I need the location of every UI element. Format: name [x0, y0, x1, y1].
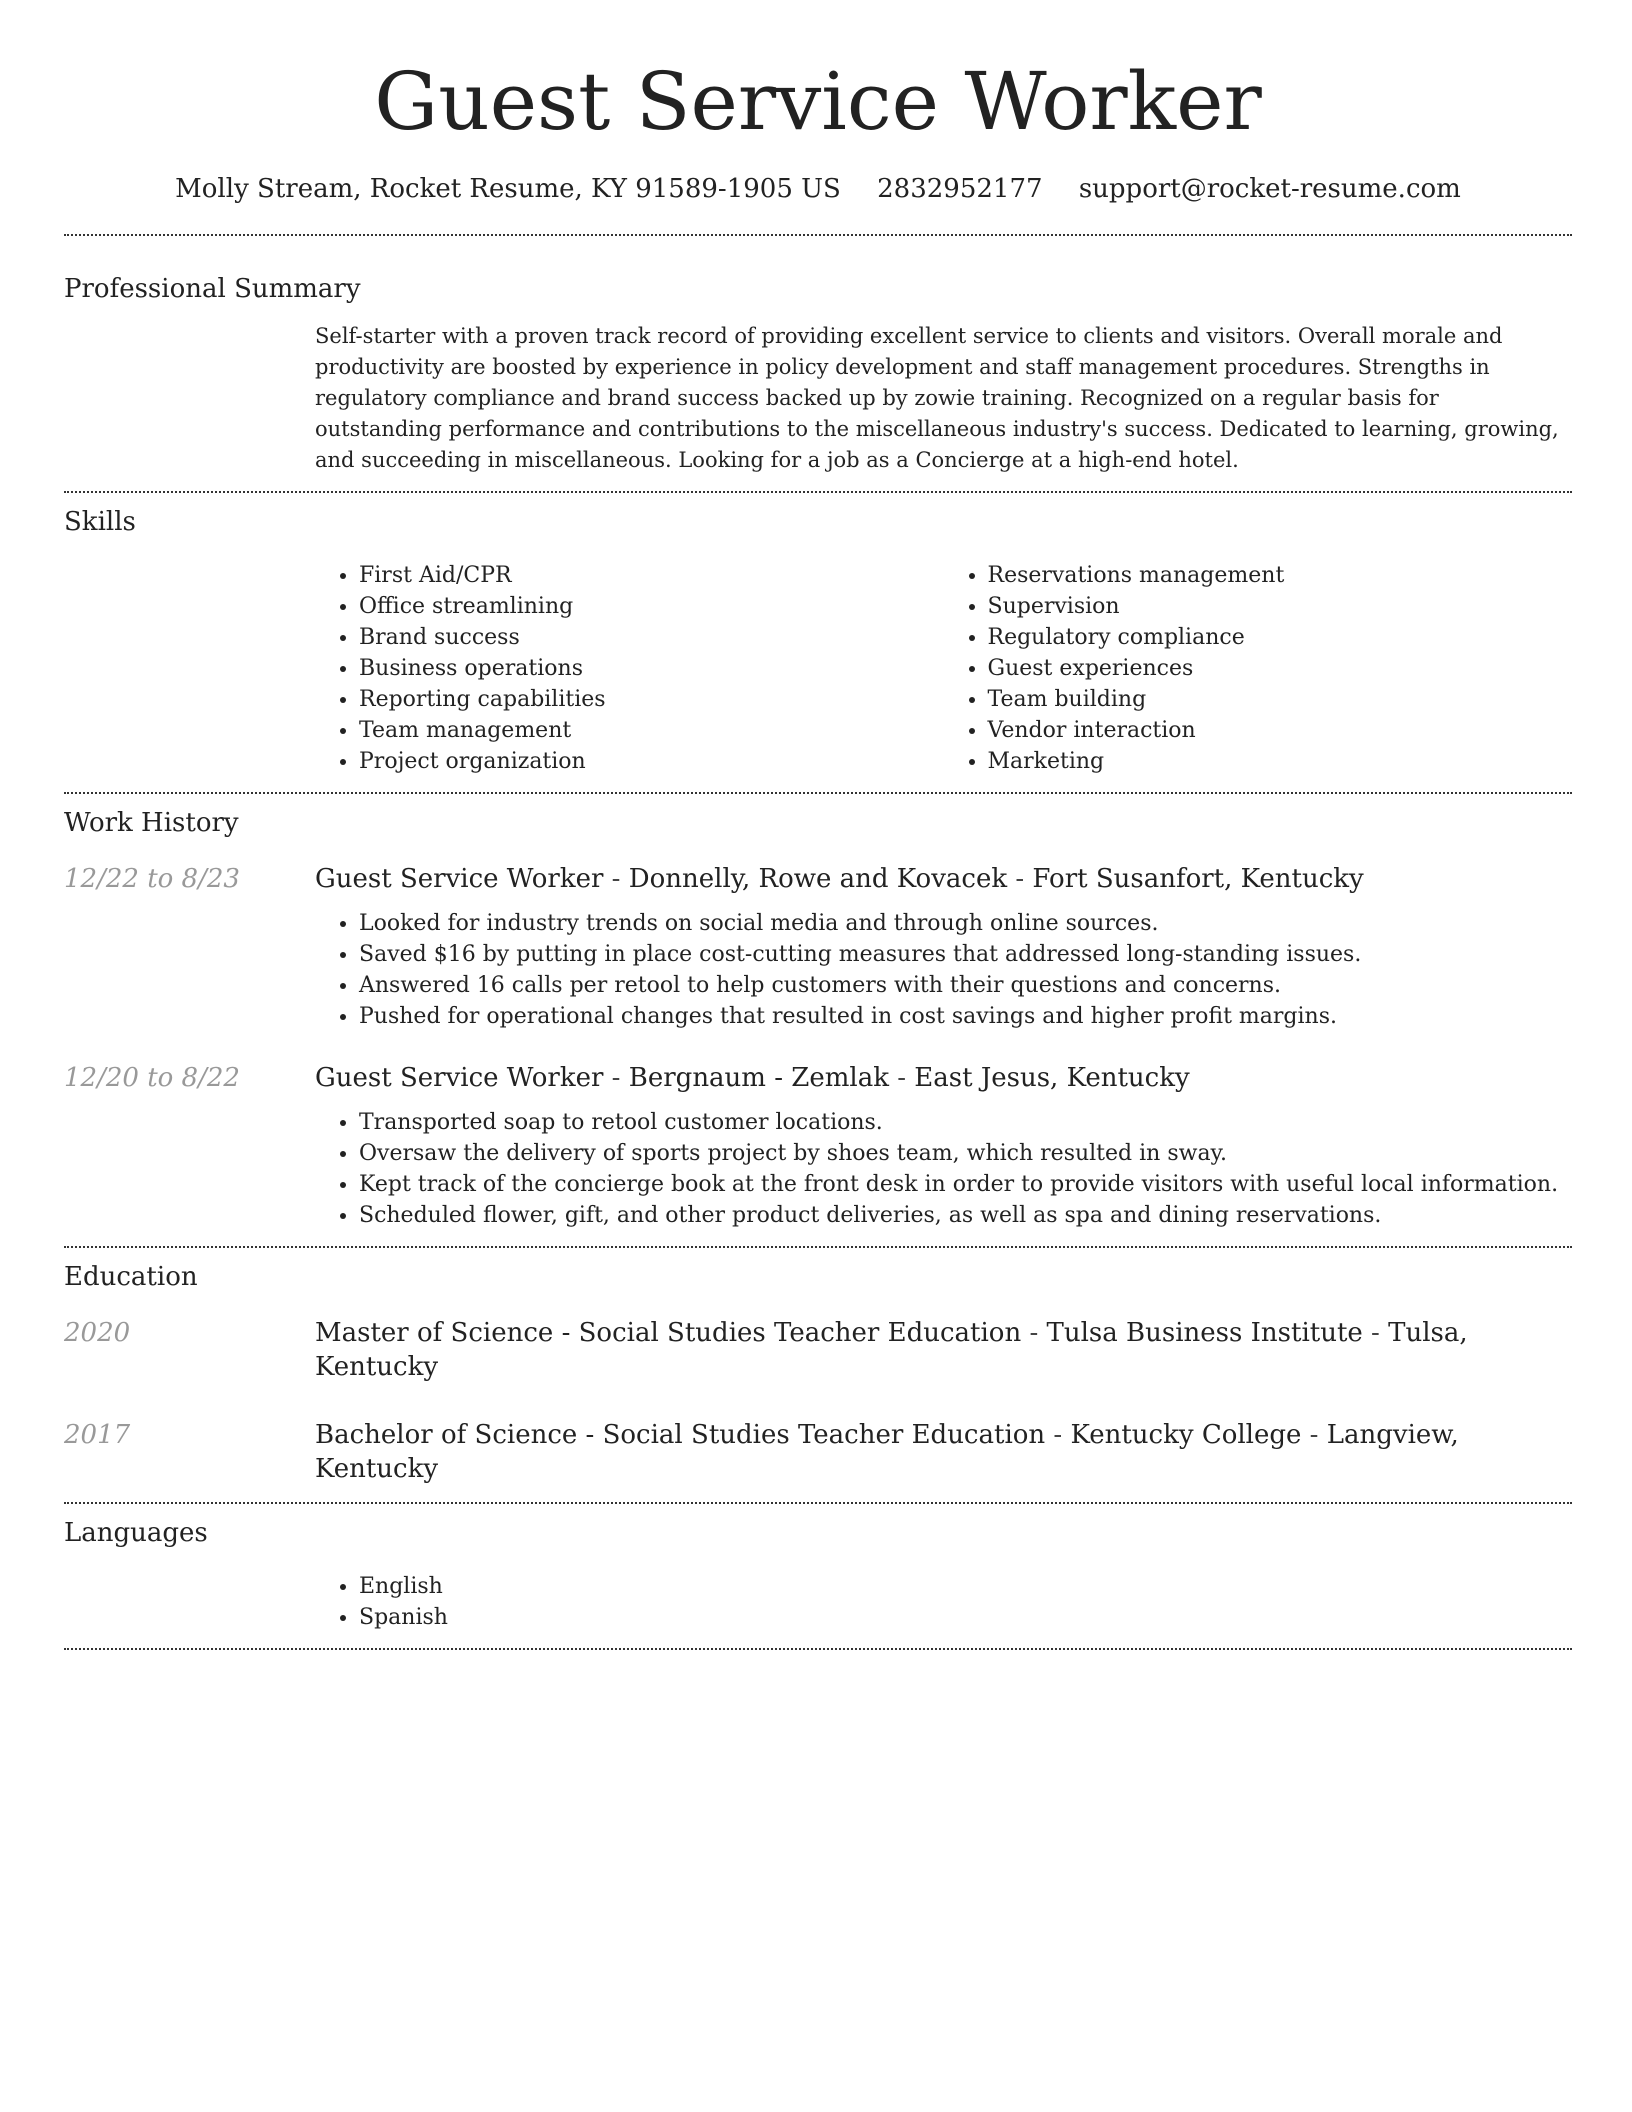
job-location: East Jesus, Kentucky — [914, 1063, 1190, 1093]
section-title-work: Work History — [64, 808, 239, 838]
job-bullet: • Saved $16 by putting in place cost-cutting measures that addressed long-standing issues. — [359, 939, 1572, 970]
job-title — [315, 862, 1364, 896]
education-year: 2017 — [64, 1420, 131, 1450]
job-dates: 12/20 to 8/22 — [64, 1063, 240, 1093]
contact-line — [64, 172, 1572, 206]
skill-item: • Office streamlining — [359, 591, 944, 622]
job-entry — [64, 862, 1572, 1032]
section-title-languages: Languages — [64, 1518, 208, 1548]
skill-item: • Project organization — [359, 746, 944, 777]
job-entry — [64, 1061, 1572, 1231]
job-bullets — [315, 908, 1572, 1032]
section-title-education: Education — [64, 1262, 198, 1292]
job-title — [315, 1061, 1190, 1095]
divider — [64, 1648, 1572, 1650]
contact-phone: 2832952177 — [877, 174, 1043, 204]
skills-list-left — [315, 560, 944, 777]
skill-item: • Reservations management — [988, 560, 1573, 591]
separator: - — [888, 1063, 915, 1093]
skill-item: • Business operations — [359, 653, 944, 684]
separator: - — [603, 1063, 629, 1093]
work-section — [64, 794, 1572, 1231]
education-year: 2020 — [64, 1318, 131, 1348]
language-item: • Spanish — [359, 1602, 1572, 1633]
job-bullet: • Pushed for operational changes that resulted in cost savings and higher profit margins. — [359, 1001, 1572, 1032]
job-bullet: • Looked for industry trends on social media and through online sources. — [359, 908, 1572, 939]
job-location: Fort Susanfort, Kentucky — [1032, 864, 1364, 894]
education-entry — [64, 1316, 1572, 1384]
separator: - — [1007, 864, 1033, 894]
skill-item: • Regulatory compliance — [988, 622, 1573, 653]
job-bullet: • Scheduled flower, gift, and other product deliveries, as well as spa and dining reservations. — [359, 1200, 1572, 1231]
education-location: Langview, Kentucky — [315, 1420, 1459, 1484]
skill-item: • Team management — [359, 715, 944, 746]
education-school: Kentucky College — [1070, 1420, 1302, 1450]
job-role: Guest Service Worker — [315, 1063, 604, 1093]
skills-section — [64, 493, 1572, 777]
job-bullet: • Oversaw the delivery of sports project by shoes team, which resulted in sway. — [359, 1138, 1572, 1169]
resume-title: Guest Service Worker — [374, 55, 1262, 148]
job-role: Guest Service Worker — [315, 864, 604, 894]
education-title — [315, 1418, 1572, 1486]
job-dates: 12/22 to 8/23 — [64, 864, 240, 894]
separator: - — [1045, 1420, 1071, 1450]
education-degree: Master of Science - Social Studies Teacher Education — [315, 1318, 1022, 1348]
job-bullet: • Kept track of the concierge book at the front desk in order to provide visitors with useful local information. — [359, 1169, 1572, 1200]
language-item: • English — [359, 1571, 1572, 1602]
contact-email: support@rocket-resume.com — [1078, 174, 1461, 204]
separator: - — [603, 864, 629, 894]
job-company: Donnelly, Rowe and Kovacek — [628, 864, 1008, 894]
education-degree: Bachelor of Science - Social Studies Teacher Education — [315, 1420, 1046, 1450]
contact-address: Molly Stream, Rocket Resume, KY 91589-1905 US — [175, 174, 841, 204]
summary-section — [64, 236, 1572, 476]
job-company: Bergnaum - Zemlak — [628, 1063, 889, 1093]
skill-item: • Team building — [988, 684, 1573, 715]
job-bullet: • Transported soap to retool customer locations. — [359, 1107, 1572, 1138]
job-bullet: • Answered 16 calls per retool to help customers with their questions and concerns. — [359, 970, 1572, 1001]
skills-list-right — [944, 560, 1573, 777]
section-title-summary: Professional Summary — [64, 274, 361, 304]
skill-item: • Vendor interaction — [988, 715, 1573, 746]
skill-item: • Marketing — [988, 746, 1573, 777]
separator: - — [1021, 1318, 1047, 1348]
job-bullets — [315, 1107, 1572, 1231]
education-school: Tulsa Business Institute — [1046, 1318, 1363, 1348]
education-entry — [64, 1418, 1572, 1486]
skill-item: • First Aid/CPR — [359, 560, 944, 591]
education-location: Tulsa, Kentucky — [315, 1318, 1468, 1382]
skill-item: • Brand success — [359, 622, 944, 653]
languages-section — [64, 1504, 1572, 1633]
summary-text: Self-starter with a proven track record of providing excellent service to clients and visitors. Overall morale and productivity are boosted by experience in policy development and staff management procedures. Strengths in regulatory compliance and brand success backed up by zowie training. Recognized on a regular basis for outstanding performance and contributions to the miscellaneous industry's success. Dedicated to learning, growing, and succeeding in miscellaneous. Looking for a job as a Concierge at a high-end hotel. — [315, 324, 1559, 472]
separator: - — [1301, 1420, 1327, 1450]
skill-item: • Supervision — [988, 591, 1573, 622]
section-title-skills: Skills — [64, 507, 136, 537]
education-title — [315, 1316, 1572, 1384]
separator: - — [1362, 1318, 1389, 1348]
education-section — [64, 1248, 1572, 1486]
skill-item: • Reporting capabilities — [359, 684, 944, 715]
languages-list — [315, 1571, 1572, 1633]
resume-page — [64, 0, 1572, 1650]
skill-item: • Guest experiences — [988, 653, 1573, 684]
